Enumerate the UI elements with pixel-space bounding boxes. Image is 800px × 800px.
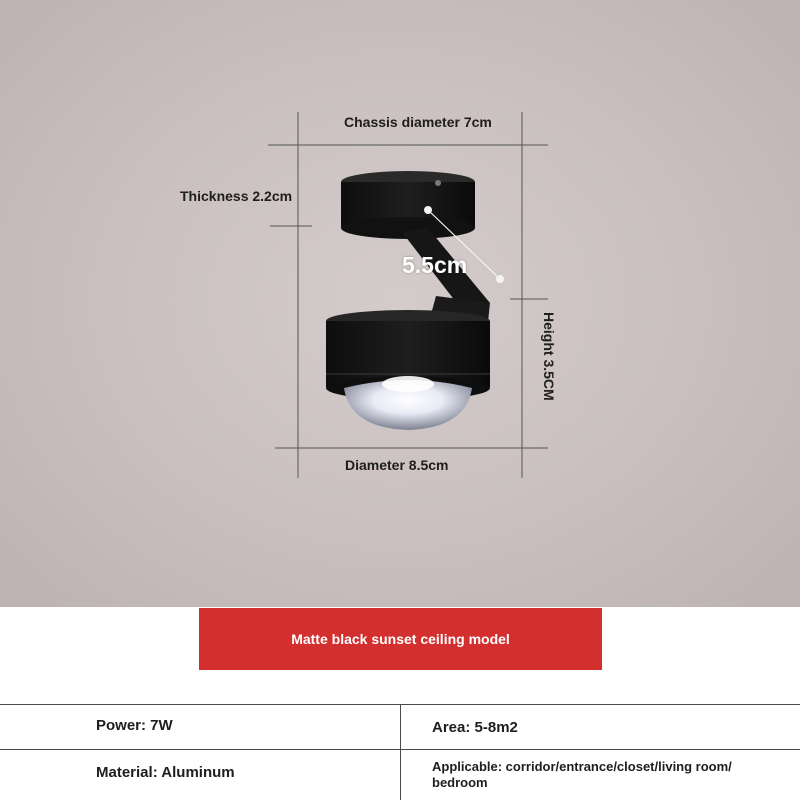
arm-dot-end [496, 275, 504, 283]
spec-column-divider [400, 705, 401, 800]
spec-applicable: Applicable: corridor/entrance/closet/living room/ bedroom [432, 759, 732, 790]
height-label: Height 3.5CM [541, 312, 557, 401]
lamp-head [326, 310, 490, 430]
spec-table [0, 704, 800, 800]
arm-length-label: 5.5cm [402, 252, 468, 278]
model-banner [199, 608, 602, 670]
chassis-diameter-label: Chassis diameter 7cm [344, 114, 492, 130]
thickness-label: Thickness 2.2cm [180, 188, 293, 204]
model-banner-label: Matte black sunset ceiling model [291, 631, 510, 647]
diameter-label: Diameter 8.5cm [345, 457, 449, 473]
spec-material: Material: Aluminum [96, 764, 235, 781]
spec-area: Area: 5-8m2 [432, 719, 518, 736]
arm-dot-start [424, 206, 432, 214]
lamp-base [341, 171, 475, 239]
spec-power: Power: 7W [96, 717, 173, 734]
